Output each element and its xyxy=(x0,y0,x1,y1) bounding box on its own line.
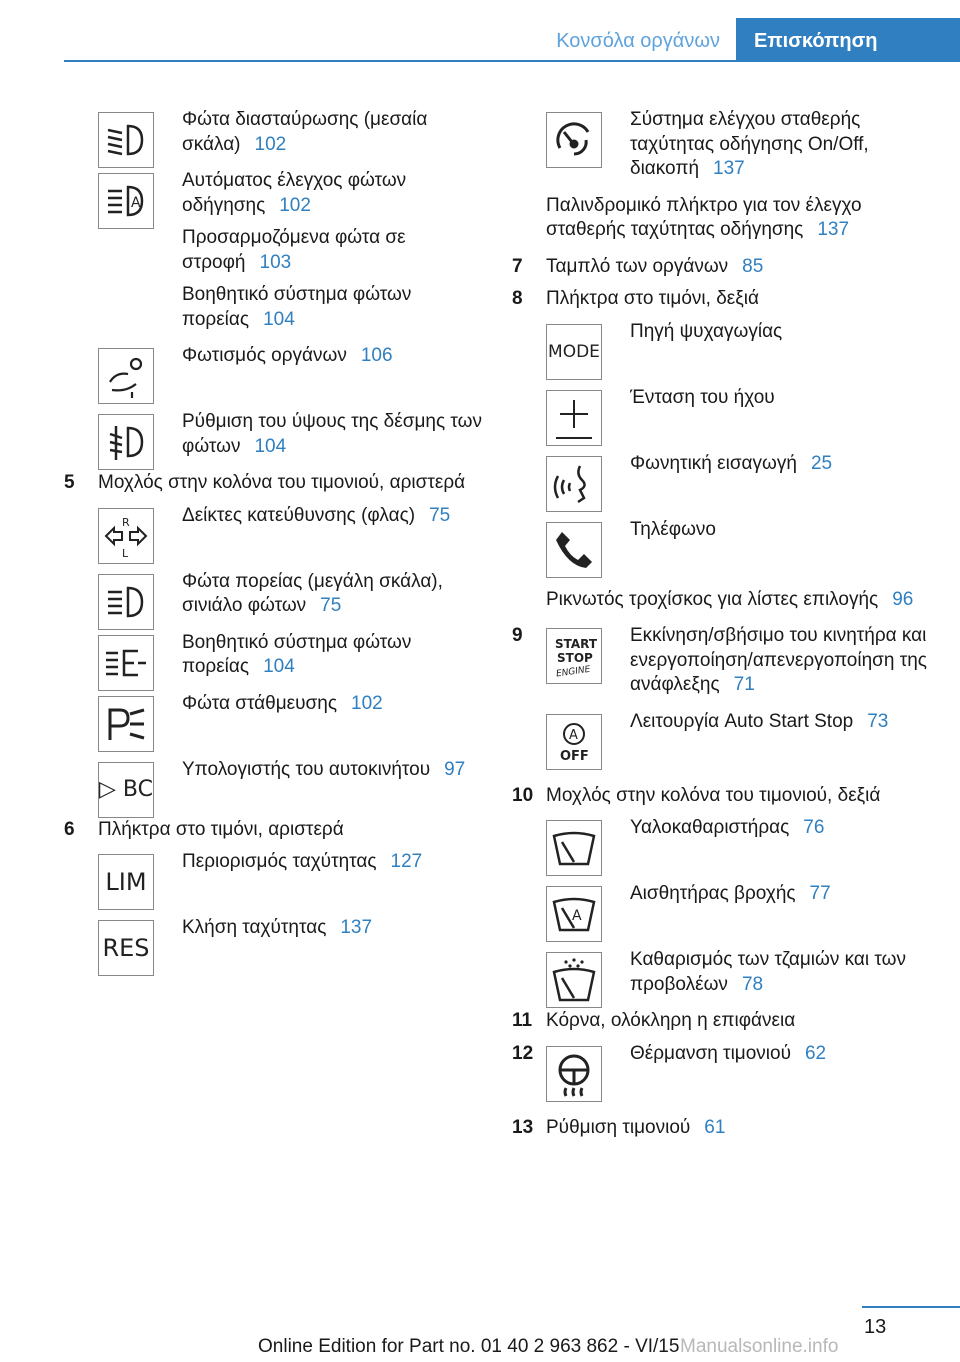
entry-voice-input xyxy=(512,452,932,512)
entry-text: Σύστημα ελέγχου σταθερής ταχύτητας οδήγησης On/Off, διακοπή xyxy=(630,109,869,179)
instrument-lighting-icon xyxy=(98,348,154,404)
entry-speed-limiter xyxy=(64,850,484,910)
icon-label: ENGINE xyxy=(555,664,592,680)
entry-text: Βοηθητικό σύστημα φώτων πορείας xyxy=(182,631,412,677)
entry-parking-light xyxy=(64,692,484,752)
page-link[interactable]: 127 xyxy=(390,851,423,872)
entry-turn-signal xyxy=(64,504,484,564)
entry-text: Αισθητήρας βροχής xyxy=(630,883,796,904)
page-link[interactable]: 77 xyxy=(809,883,831,904)
section-number: 6 xyxy=(64,818,75,840)
entry-text: Ένταση του ήχου xyxy=(630,386,775,408)
auto-start-stop-off-icon xyxy=(546,714,602,770)
page-link[interactable]: 137 xyxy=(817,219,850,240)
page-link[interactable]: 75 xyxy=(320,595,342,616)
entry-text: Ρικνωτός τροχίσκος για λίστες επιλογής xyxy=(546,588,879,610)
page-link[interactable]: 104 xyxy=(263,308,295,330)
dipped-beam-icon xyxy=(98,112,154,168)
section-11 xyxy=(512,1009,932,1042)
page-link[interactable]: 78 xyxy=(741,973,764,995)
page-link[interactable]: 75 xyxy=(429,504,451,526)
entry-text: Πηγή ψυχαγωγίας xyxy=(630,320,783,342)
entry-text: Φωτισμός οργάνων xyxy=(182,345,347,366)
page-link[interactable]: 71 xyxy=(733,674,755,695)
section-text: Μοχλός στην κολόνα του τιμονιού, αριστερά xyxy=(98,472,466,493)
entry-text: Υπολογιστής του αυτοκινήτου xyxy=(182,758,431,780)
entry-text: Φώτα στάθμευσης xyxy=(182,692,337,714)
icon-label: STOP xyxy=(557,651,593,665)
section-number: 9 xyxy=(512,625,523,646)
entry-text: Φώτα διασταύρωσης (μεσαία σκάλα) xyxy=(182,109,428,155)
icon-label: MODE xyxy=(548,341,600,362)
page-link[interactable]: 104 xyxy=(254,435,287,457)
entry-text: Φωνητική εισαγωγή xyxy=(630,452,797,474)
entry-text: Παλινδρομικό πλήκτρο για τον έλεγχο σταθερής ταχύτητας οδήγησης xyxy=(546,194,862,240)
section-number: 13 xyxy=(512,1116,534,1138)
section-text: Μοχλός στην κολόνα του τιμονιού, δεξιά xyxy=(546,784,881,806)
icon-label: START xyxy=(555,637,598,651)
entry-auto-start-stop xyxy=(512,710,932,770)
res-icon xyxy=(98,920,154,976)
entry-rain-sensor xyxy=(512,882,932,942)
entry-text: Δείκτες κατεύθυνσης (φλας) xyxy=(182,504,416,526)
rain-sensor-icon xyxy=(546,886,602,942)
entry-dipped-beam xyxy=(64,108,484,169)
entry-text: Φώτα πορείας (μεγάλη σκάλα), σινιάλο φώτων xyxy=(182,570,443,616)
high-beam-icon xyxy=(98,574,154,630)
entry-text: Εκκίνηση/σβήσιμο του κινητήρα και ενεργοποίηση/απενεργοποίηση της ανάφλεξης xyxy=(630,625,927,695)
entry-text: Ρύθμιση του ύψους της δέσμης των φώτων xyxy=(182,411,482,457)
entry-text: Θέρμανση τιμονιού xyxy=(630,1042,791,1064)
section-number: 5 xyxy=(64,472,75,493)
entry-entertainment-source xyxy=(512,320,932,380)
page-link[interactable]: 61 xyxy=(704,1116,726,1138)
section-9 xyxy=(512,624,932,710)
edition-note: Online Edition for Part no. 01 40 2 963 862 - VI/15 xyxy=(258,1336,680,1357)
entry-auto-headlight xyxy=(64,169,484,344)
icon-label: RES xyxy=(102,934,150,962)
page-link[interactable]: 76 xyxy=(803,817,825,838)
page-link[interactable]: 102 xyxy=(279,194,311,216)
page-link[interactable]: 137 xyxy=(340,917,373,938)
entry-text: Βοηθητικό σύστημα φώτων πορείας xyxy=(182,284,412,330)
entry-volume xyxy=(512,386,932,446)
page-link[interactable]: 102 xyxy=(351,692,383,714)
page-link[interactable]: 97 xyxy=(444,758,466,780)
left-column xyxy=(64,108,484,976)
steering-heat-icon xyxy=(546,1046,602,1102)
section-text: Πλήκτρα στο τιμόνι, αριστερά xyxy=(98,818,344,840)
section-number: 11 xyxy=(512,1010,533,1031)
page-link[interactable]: 103 xyxy=(259,251,292,273)
entry-telephone xyxy=(512,518,932,578)
entry-resume-speed xyxy=(64,916,484,976)
svg-text:R: R xyxy=(122,515,130,529)
volume-icon xyxy=(546,390,602,446)
icon-label: OFF xyxy=(560,748,589,764)
section-text: Ταμπλό των οργάνων xyxy=(546,255,729,277)
entry-thumbwheel xyxy=(546,588,932,613)
entry-text: Αυτόματος έλεγχος φώτων οδήγησης xyxy=(182,170,407,216)
mode-icon xyxy=(546,324,602,380)
bc-icon xyxy=(98,762,154,818)
cruise-control-icon xyxy=(546,112,602,168)
entry-text: Περιορισμός ταχύτητας xyxy=(182,851,377,872)
section-number: 7 xyxy=(512,255,523,277)
header-rule xyxy=(64,60,960,62)
lim-icon xyxy=(98,854,154,910)
page-link[interactable]: 73 xyxy=(867,710,889,732)
page-link[interactable]: 25 xyxy=(810,452,833,474)
page-link[interactable]: 106 xyxy=(360,345,393,366)
section-8 xyxy=(512,287,932,320)
watermark: Manualsonline.info xyxy=(680,1336,839,1357)
icon-label: A xyxy=(569,727,578,743)
entry-high-beam-assist xyxy=(64,631,484,692)
section-13 xyxy=(512,1116,932,1149)
entry-text: Τηλέφωνο xyxy=(630,518,716,540)
auto-headlight-icon xyxy=(98,173,154,229)
section-number: 12 xyxy=(512,1042,534,1064)
page-number: 13 xyxy=(864,1316,887,1338)
entry-text: Υαλοκαθαριστήρας xyxy=(630,817,790,838)
entry-text: Προσαρμοζόμενα φώτα σε στροφή xyxy=(182,227,406,273)
entry-wipers xyxy=(512,816,932,876)
page-link[interactable]: 137 xyxy=(713,158,745,179)
section-text: Κόρνα, ολόκληρη η επιφάνεια xyxy=(546,1010,796,1031)
washer-icon xyxy=(546,952,602,1008)
entry-text: Καθαρισμός των τζαμιών και των προβολέων xyxy=(630,949,906,995)
entry-cruise-rocker xyxy=(546,194,932,243)
footer-rule xyxy=(862,1306,960,1308)
high-beam-assist-icon xyxy=(98,635,154,691)
entry-onboard-computer xyxy=(64,758,484,818)
section-12 xyxy=(512,1042,932,1102)
start-stop-icon xyxy=(546,628,602,684)
wiper-icon xyxy=(546,820,602,876)
phone-icon xyxy=(546,522,602,578)
section-10 xyxy=(512,784,932,817)
svg-text:A: A xyxy=(572,908,582,924)
entry-cruise-control xyxy=(512,108,932,194)
section-title: Κονσόλα οργάνων xyxy=(556,30,720,52)
section-7 xyxy=(512,255,932,288)
entry-high-beam xyxy=(64,570,484,631)
page-link[interactable]: 62 xyxy=(804,1042,827,1064)
voice-input-icon xyxy=(546,456,602,512)
icon-label: LIM xyxy=(105,868,147,896)
section-text: Πλήκτρα στο τιμόνι, δεξιά xyxy=(546,288,759,309)
svg-text:L: L xyxy=(122,546,129,560)
entry-instrument-lighting xyxy=(64,344,484,404)
entry-text: Κλήση ταχύτητας xyxy=(182,917,327,938)
entry-text: Λειτουργία Auto Start Stop xyxy=(630,710,854,732)
section-5 xyxy=(64,471,484,504)
section-number: 10 xyxy=(512,784,534,806)
section-text: Ρύθμιση τιμονιού xyxy=(546,1116,691,1138)
section-6 xyxy=(64,818,484,851)
headlight-range-icon xyxy=(98,414,154,470)
entry-washer xyxy=(512,948,932,1009)
chapter-tab: Επισκόπηση xyxy=(736,18,960,62)
section-number: 8 xyxy=(512,288,523,309)
page-header xyxy=(0,0,960,62)
svg-text:A: A xyxy=(131,195,141,211)
page-link[interactable]: 104 xyxy=(263,656,295,677)
page-link[interactable]: 96 xyxy=(892,588,914,610)
parking-light-icon xyxy=(98,696,154,752)
icon-label: ▷ BC xyxy=(99,777,153,802)
entry-headlight-range xyxy=(64,410,484,471)
right-column xyxy=(512,108,932,1148)
page-link[interactable]: 102 xyxy=(254,133,287,155)
page-link[interactable]: 85 xyxy=(742,255,764,277)
turn-signal-icon xyxy=(98,508,154,564)
